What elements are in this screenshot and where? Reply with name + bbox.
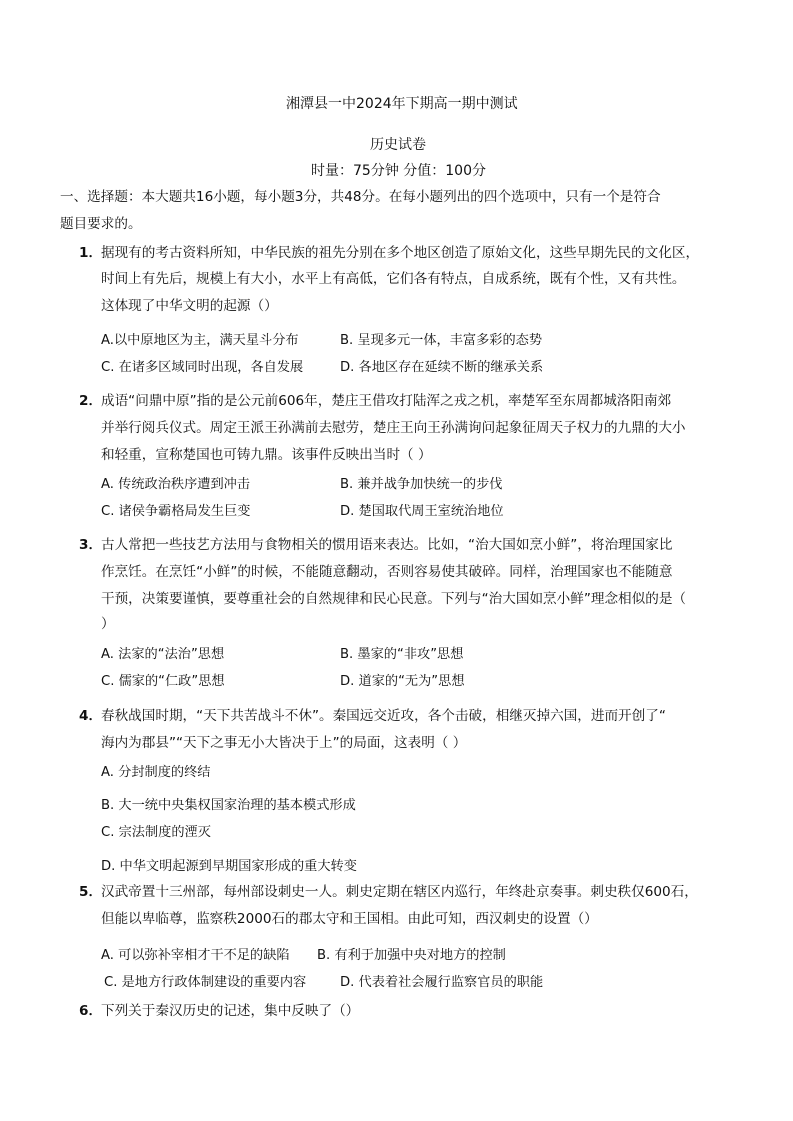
question-text-line: 据现有的考古资料所知，中华民族的祖先分别在多个地区创造了原始文化，这些早期先民的文化区， (101, 245, 700, 261)
option-a: A. 分封制度的终结 (101, 765, 211, 780)
option-a: A.以中原地区为主，满天星斗分布 (101, 333, 299, 348)
option-c: C. 是地方行政体制建设的重要内容 (104, 975, 307, 990)
question-text-line: 海内为郡县”“天下之事无小大皆决于上”的局面，这表明（ ） (101, 735, 467, 751)
option-b: B. 有利于加强中央对地方的控制 (317, 948, 506, 963)
question-text-line: 成语“问鼎中原”指的是公元前606年，楚庄王借攻打陆浑之戎之机，率楚军至东周都城洛阳南郊 (101, 393, 672, 409)
option-c: C. 宗法制度的湮灭 (101, 825, 211, 840)
option-d: D. 楚国取代周王室统治地位 (340, 504, 504, 519)
question-text-line: 干预，决策要谨慎，要尊重社会的自然规律和民心民意。下列与“治大国如烹小鲜”理念相似的是（ (101, 591, 687, 607)
question-number: 3． (79, 537, 103, 553)
question-text-line: 这体现了中华文明的起源（） (101, 298, 278, 314)
option-d: D. 道家的“无为”思想 (340, 674, 465, 689)
question-text-line: 作烹饪。在烹饪“小鲜”的时候，不能随意翻动，否则容易使其破碎。同样，治理国家也不能随意 (101, 564, 673, 580)
section-instruction-line1: 一、选择题：本大题共16小题，每小题3分，共48分。在每小题列出的四个选项中，只有一个是符合 (60, 189, 661, 205)
question-text-line: 但能以卑临尊，监察秩2000石的郡太守和王国相。由此可知，西汉刺史的设置（） (101, 911, 598, 927)
question-number: 4． (79, 708, 103, 724)
option-b: B. 兼并战争加快统一的步伐 (340, 477, 503, 492)
exam-meta: 时量：75分钟 分值：100分 (311, 163, 486, 179)
question-number: 2． (79, 393, 103, 409)
option-c: C. 诸侯争霸格局发生巨变 (101, 504, 251, 519)
option-b: B. 大一统中央集权国家治理的基本模式形成 (101, 798, 356, 813)
option-a: A. 可以弥补宰相才干不足的缺陷 (101, 948, 290, 963)
option-d: D. 代表着社会履行监察官员的职能 (340, 975, 544, 990)
option-a: A. 传统政治秩序遭到冲击 (101, 477, 251, 492)
question-text-line: ） (101, 616, 115, 632)
option-c: C. 儒家的“仁政”思想 (101, 674, 225, 689)
option-d: D. 各地区存在延续不断的继承关系 (340, 360, 544, 375)
exam-title: 湘潭县一中2024年下期高一期中测试 (286, 96, 518, 112)
question-number: 5． (79, 884, 103, 900)
question-text-line: 春秋战国时期，“天下共苦战斗不休”。秦国远交近攻，各个击破，相继灭掉六国，进而开创了“ (101, 708, 666, 724)
option-b: B. 呈现多元一体，丰富多彩的态势 (340, 333, 543, 348)
question-number: 6． (79, 1003, 103, 1019)
question-text-line: 并举行阅兵仪式。周定王派王孙满前去慰劳，楚庄王向王孙满询问起象征周天子权力的九鼎的大小 (101, 420, 686, 436)
question-text-line: 时间上有先后，规模上有大小，水平上有高低，它们各有特点，自成系统，既有个性，又有共性。 (101, 271, 686, 287)
question-text-line: 古人常把一些技艺方法用与食物相关的惯用语来表达。比如，“治大国如烹小鲜”，将治理国家比 (101, 537, 673, 553)
question-text-line: 下列关于秦汉历史的记述，集中反映了（） (101, 1003, 360, 1019)
question-text-line: 汉武帝置十三州部，每州部设刺史一人。刺史定期在辖区内巡行，年终赴京奏事。刺史秩仅600石， (101, 884, 698, 900)
section-instruction-line2: 题目要求的。 (60, 216, 142, 232)
option-d: D. 中华文明起源到早期国家形成的重大转变 (101, 859, 357, 874)
exam-subject: 历史试卷 (370, 137, 426, 153)
question-text-line: 和轻重，宣称楚国也可铸九鼎。该事件反映出当时（ ） (101, 447, 432, 463)
question-number: 1． (79, 245, 103, 261)
option-b: B. 墨家的“非攻”思想 (340, 647, 464, 662)
option-c: C. 在诸多区域同时出现，各自发展 (101, 360, 304, 375)
option-a: A. 法家的“法治”思想 (101, 647, 225, 662)
